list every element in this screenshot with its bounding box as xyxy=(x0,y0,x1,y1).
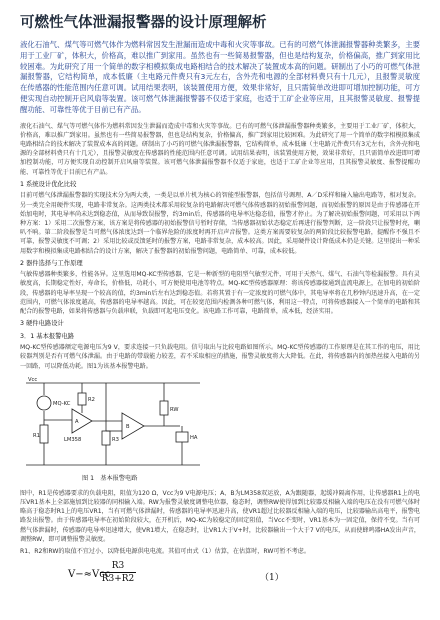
body-paragraph-1: 液化石油气、煤气等可燃气体作为燃料常因发生泄漏而造成中毒和火灾等事故。已有的可燃气体泄漏报警器种类繁多，主要用于工业厂矿，体积大，价格高，难以推广到家用。虽然也有一些简易报警器，但也是结构复杂，价格偏高，推广到家用比较困难。为此研究了用一个简单的数字相模拟集成电路相结合的技术解决了装置成本高的问题。研制出了小巧的可燃气体泄漏报警器，它结构简单，成本低廉（主电路元件费只有3元左右，含外壳和电源的全部材料费只有十几元），且报警灵敏度在传感器的性能范围内任意可调。试用结果表明，该装置使用方便，效果非常好，且只需简单改进即可增加控制功能，可方便实现自动控制开启风扇等装置。该可燃气体泄漏报警器不仅适于家庭，也适于工矿企业等应用，且其报警灵敏度、报警提醒功能、可靠性等优于目前已有产品。 xyxy=(20,122,420,176)
label-opamp-a: A xyxy=(75,418,79,425)
circuit-figure xyxy=(20,375,420,487)
resistor-rw xyxy=(160,401,168,415)
body-paragraph-2: 目前可燃气体泄漏报警器的实现技术分为两大类，一类是以单片机为核心的智能型报警器，包括信号调理、A／D采样和输入输出电路等，相对复杂。另一类完全用硬件实现，电路非常复杂。这两类技术都采用较复杂的电路解决可燃气体传感器的初始报警问题，而初始报警的原因是由于传感器在开始加电时，其电导率尚未达到稳态值，从而导致误报警，约3min后，传感器的电导率达稳态值，报警才停止。为了解决初始报警问题，可采用以下两种方案：1）采用二次报警方案，该方案是将传感器的初始报警信号暂时存储，当传感器初始状态稳定后再进行报警判断，这一阶段只让报警时亮，喇叭不响。第二阶段报警是当可燃气体浓度达到一个临界危险的浓度时再开启声音报警。这类方案需要较复杂的两阶段比较报警电路，提醒作不强且不可靠，报警灵敏度不可调；2）采用比较或反馈延时的报警方案，电路非常复杂，成本较高。因此，采用硬件设计降低成本仍是关键。这里提出一种采用数字和模拟集成电路相结合的设计方案，解决了报警器的初始报警问题，电路简单、可靠，成本较低。 xyxy=(20,192,420,255)
circuit-schematic xyxy=(20,375,220,471)
subsection-heading-3-1: 3．1 基本报警电路 xyxy=(20,332,75,340)
intro-paragraph: 液化石油气、煤气等可燃气体作为燃料常因发生泄漏而造成中毒和火灾等事故。已有的可燃气体泄漏报警器种类繁多，主要用于工业厂矿，体积大，价格高，难以推广到家用。虽然也有一些简易报警器，但也是结构复杂，价格偏高，推广到家用比较困难。为此研究了用一个简单的数字相模拟集成电路相结合的技术解决了装置成本高的问题。研制出了小巧的可燃气体泄漏报警器，它结构简单，成本低廉（主电路元件费只有3元左右，含外壳和电源的全部材料费只有十几元），且报警灵敏度在传感器的性能范围内任意可调。试用结果表明，该装置使用方便，效果非常好，且只需简单改进即可增加控制功能，可方便实现自动控制开启风扇等装置。该可燃气体泄漏报警器不仅适于家庭，也适于工矿企业等应用，且其报警灵敏度、报警提醒功能、可靠性等优于目前已有产品。 xyxy=(20,40,420,114)
section-heading-1: 1 系统设计优化比较 xyxy=(20,180,77,188)
label-opamp-b: B xyxy=(126,423,130,430)
formula-block xyxy=(20,560,420,590)
resistor-r1 xyxy=(40,425,48,443)
resistor-r2 xyxy=(78,393,86,405)
section-heading-3: 3 硬件电路设计 xyxy=(20,320,64,328)
body-paragraph-6: R1、R2和RW的取值不宜过小，以降低电源供电电流。其值可由式（1）估算，在估算时，RW可暂不考虑。 xyxy=(20,548,310,556)
label-r2: R2 xyxy=(88,396,95,403)
figure-caption: 图 1 基本报警电路 xyxy=(82,474,138,482)
section-heading-2: 2 器件选择与工作原理 xyxy=(20,259,83,267)
formula-numerator: R3 xyxy=(100,560,136,573)
formula-lhs: V−≈Vcc xyxy=(68,569,111,581)
label-r3: R3 xyxy=(112,436,119,443)
label-r1: R1 xyxy=(33,432,40,439)
buzzer-symbol xyxy=(176,432,188,442)
formula-fraction xyxy=(100,560,136,585)
label-vcc: Vcc xyxy=(28,376,38,383)
resistor-r3 xyxy=(102,431,110,445)
equation-number: （1） xyxy=(260,573,284,584)
label-ha: HA xyxy=(190,434,198,441)
body-paragraph-3: 气敏传感器种类繁多，性能各异。这里选用MQ-KC型传感器，它是一种新型的电阻型气敏型元件，可用于天然气、煤气、石油气等检漏报警。具有灵敏度高，长期稳定性好，寿命长，价格低，功耗小，可方便使用电池等特点。MQ-KC型传感器原理：将该传感器接通到直流电源上，在加电的初始阶段，传感器的电导率呈现一个较高的值，约3min后左右达到稳态值。若将其置于有一定浓度的可燃气体中，其电导率将在几秒钟内迅速升高，在一定范围内，可燃气体浓度越高，传感器的电导率越高。因此，可在较宽范围内检测各种可燃气体，利用这一特点，可将传感器接入一个简单的电路和其配合的报警电路，如果将传感器与负载串联，负载即可起电压变化。该电路工作可靠，电路简单，成本低，经济实用。 xyxy=(20,271,420,316)
label-lm358: LM358 xyxy=(64,436,82,443)
sensor-symbol xyxy=(37,396,51,410)
label-rw: RW xyxy=(170,406,179,413)
body-paragraph-4: MQ-KC型传感器额定电源电压为9 V，要求连接一只负载电阻。信号取出与比较电路如图所示。MQ-KC型传感器的工作原理是在其工作的电压，用比较器判别是否有可燃气体泄漏。由于电路的带载能力较差，若不采取相应的措施，报警灵敏度将大大降低。在此，将传感器内的加热丝接入电路的另一回路，可以降低功耗。图1为该基本报警电路。 xyxy=(20,344,420,370)
label-sensor: MQ-KC xyxy=(53,400,71,407)
body-paragraph-5: 图中，R1是传感器要求的负载电阻，阻值为120 Ω，Vcc为9 V电源电压；A、B为LM358双运放，A为跟随器，起缓冲隔离作用，让传感器R1上的电压VR1基本上全部施加到比较器的同相输入端。RW为报警灵敏度调整电位器，稳态时，调整RW使得加到比较器反相输入端的电压在没有可燃气体时略高于稳态时R1上的电压VR1，当有可燃气体泄漏时，传感器的电导率迅速升高，使VR1超过比较器反相输入端的电压，比较器输出高电平，报警电路发出报警。由于传感器电导率在初始阶段较大，在开机后，MQ-KC为较稳定的固定阻值，当Vcc不变时，VR1基本为一固定值，保持不变。当有可燃气体泄漏时，传感器的电导率迅速增大，使VR1增大，在稳态时，让VR1大于V+时，比较器输出一个大于7 V的电压，从而使蜂鸣器HA发出声音，调整RW，即可调整报警灵敏度。 xyxy=(20,489,420,543)
page-title: 可燃性气体泄漏报警器的设计原理解析 xyxy=(20,15,267,31)
formula-denominator: R3+R2 xyxy=(101,574,135,585)
